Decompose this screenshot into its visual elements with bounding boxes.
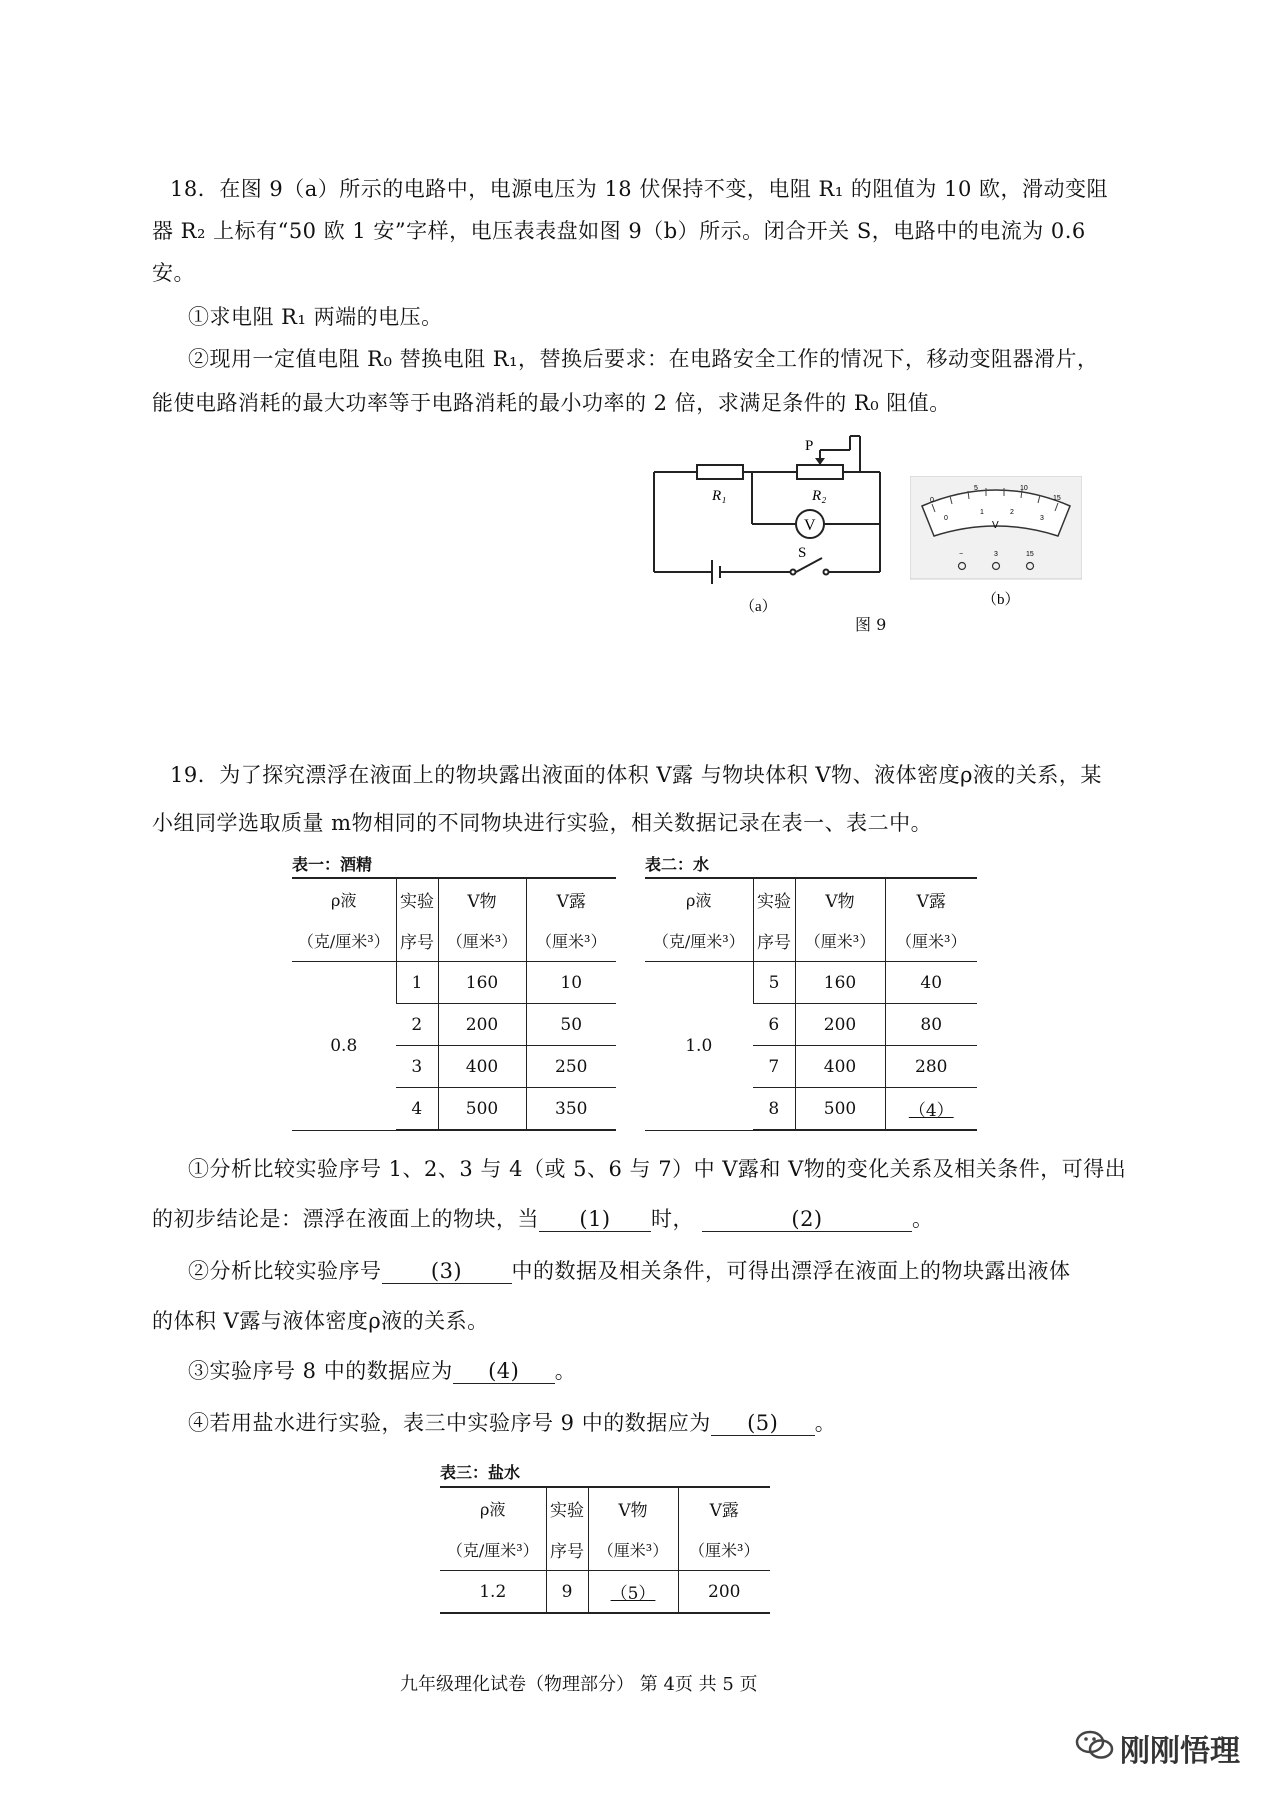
q19-s1b [152, 1204, 934, 1234]
label-r1: R₁ [712, 488, 727, 504]
q19-s2a-end: 中的数据及相关条件，可得出漂浮在液面上的物块露出液体 [511, 1259, 1071, 1283]
t1-h-vobj-unit: （厘米³） [438, 920, 526, 962]
dial-outer-tick-5: 5 [974, 485, 978, 492]
terminal-15: 15 [1026, 551, 1034, 558]
label-p: P [805, 438, 814, 454]
blank-5: (5) [711, 1411, 815, 1436]
dial-inner-tick-3: 3 [1040, 515, 1044, 522]
t1-vobj: 160 [438, 962, 526, 1004]
terminal-minus: − [959, 551, 964, 558]
t1-seq: 3 [396, 1046, 438, 1088]
t1-vobj: 400 [438, 1046, 526, 1088]
dial-unit: V [992, 520, 999, 531]
resistor-r2 [797, 465, 843, 479]
t2-vexp-blank: （4） [885, 1088, 977, 1131]
q18-sub1: ①求电阻 R₁ 两端的电压。 [188, 305, 443, 329]
page-footer: 九年级理化试卷（物理部分） 第 4页 共 5 页 [400, 1674, 758, 1695]
blank-4: (4) [453, 1359, 555, 1384]
q19-s3-pre: ③实验序号 8 中的数据应为 [188, 1359, 453, 1383]
table3-caption: 表三：盐水 [440, 1463, 521, 1482]
q18-sub2a: ②现用一定值电阻 R₀ 替换电阻 R₁，替换后要求：在电路安全工作的情况下，移动变阻器滑片， [188, 347, 1099, 371]
q18-line1: 18．在图 9（a）所示的电路中，电源电压为 18 伏保持不变，电阻 R₁ 的阻值为 10 欧，滑动变阻 [170, 177, 1108, 201]
q19-s2a [188, 1256, 1071, 1286]
dial-inner-tick-0: 0 [944, 515, 948, 522]
t1-vexp: 250 [526, 1046, 616, 1088]
t3-h-vobj: V物 [588, 1487, 678, 1529]
blank-2: (2) [702, 1207, 912, 1232]
t2-h-vobj: V物 [795, 878, 885, 920]
t3-h-vobj-unit: （厘米³） [588, 1529, 678, 1571]
t1-h-seq2: 序号 [396, 920, 438, 962]
q19-line2: 小组同学选取质量 m物相同的不同物块进行实验，相关数据记录在表一、表二中。 [152, 811, 933, 835]
q19-s3 [188, 1356, 576, 1386]
q19-s2b: 的体积 V露与液体密度ρ液的关系。 [152, 1309, 489, 1333]
t1-vobj: 500 [438, 1088, 526, 1131]
t3-vobj-blank: （5） [588, 1571, 678, 1614]
dial-outer-tick-15: 15 [1053, 495, 1061, 502]
q19-s1b-pre: 的初步结论是：漂浮在液面上的物块，当 [152, 1207, 539, 1231]
t2-vexp: 280 [885, 1046, 977, 1088]
t3-vexp: 200 [678, 1571, 770, 1614]
caption-a: （a） [740, 599, 777, 615]
t2-seq: 7 [753, 1046, 795, 1088]
t2-seq: 6 [753, 1004, 795, 1046]
label-s: S [798, 545, 807, 561]
t2-vexp: 80 [885, 1004, 977, 1046]
t1-h-seq1: 实验 [396, 878, 438, 920]
t2-h-rho: ρ液 [645, 878, 753, 920]
t3-h-seq1: 实验 [546, 1487, 588, 1529]
watermark-text: 刚刚悟理 [1120, 1734, 1240, 1769]
t2-rho: 1.0 [645, 962, 753, 1131]
t1-h-vexp: V露 [526, 878, 616, 920]
t1-seq: 4 [396, 1088, 438, 1131]
t1-h-vobj: V物 [438, 878, 526, 920]
t1-vobj: 200 [438, 1004, 526, 1046]
q19-line1: 19．为了探究漂浮在液面上的物块露出液面的体积 V露 与物块体积 V物、液体密度ρ液的关系，某 [170, 763, 1102, 787]
terminal-3: 3 [994, 551, 998, 558]
t2-h-vobj-unit: （厘米³） [795, 920, 885, 962]
t1-vexp: 10 [526, 962, 616, 1004]
t2-h-rho-unit: （克/厘米³） [645, 920, 753, 962]
t1-vexp: 350 [526, 1088, 616, 1131]
q19-s3-end: 。 [554, 1359, 577, 1383]
table2 [645, 877, 977, 1131]
t2-vobj: 200 [795, 1004, 885, 1046]
t3-rho: 1.2 [440, 1571, 546, 1614]
q19-s4 [188, 1408, 836, 1438]
t2-h-seq1: 实验 [753, 878, 795, 920]
table2-caption: 表二：水 [645, 855, 710, 874]
dial-outer-tick-0: 0 [930, 497, 934, 504]
blank-1: (1) [539, 1207, 651, 1232]
q18-line3: 安。 [152, 261, 195, 285]
t2-vobj: 400 [795, 1046, 885, 1088]
t2-vobj: 160 [795, 962, 885, 1004]
t2-seq: 8 [753, 1088, 795, 1131]
t3-h-vexp-unit: （厘米³） [678, 1529, 770, 1571]
t2-h-seq2: 序号 [753, 920, 795, 962]
t3-h-seq2: 序号 [546, 1529, 588, 1571]
t1-h-rho-unit: （克/厘米³） [292, 920, 396, 962]
figure-caption: 图 9 [855, 615, 887, 634]
q19-s4-end: 。 [814, 1411, 837, 1435]
t2-h-vexp: V露 [885, 878, 977, 920]
dial-inner-tick-2: 2 [1010, 509, 1014, 516]
table1 [292, 877, 616, 1131]
t1-h-vexp-unit: （厘米³） [526, 920, 616, 962]
q18-sub2b: 能使电路消耗的最大功率等于电路消耗的最小功率的 2 倍，求满足条件的 R₀ 阻值。 [152, 391, 951, 415]
t1-seq: 1 [396, 962, 438, 1004]
q19-s4-pre: ④若用盐水进行实验，表三中实验序号 9 中的数据应为 [188, 1411, 711, 1435]
dial-inner-tick-1: 1 [980, 509, 984, 516]
blank-3: (3) [382, 1259, 512, 1284]
caption-b: （b） [982, 592, 1020, 608]
table3 [440, 1486, 770, 1614]
dial-outer-tick-10: 10 [1020, 485, 1028, 492]
resistor-r1 [697, 465, 743, 479]
t2-vobj: 500 [795, 1088, 885, 1131]
t3-h-rho: ρ液 [440, 1487, 546, 1529]
q18-line2: 器 R₂ 上标有“50 欧 1 安”字样，电压表表盘如图 9（b）所示。闭合开关 S，电路中的电流为 0.6 [152, 219, 1086, 243]
wechat-icon [1075, 1728, 1115, 1766]
t2-seq: 5 [753, 962, 795, 1004]
q19-s2a-pre: ②分析比较实验序号 [188, 1259, 382, 1283]
t2-h-vexp-unit: （厘米³） [885, 920, 977, 962]
t2-vexp: 40 [885, 962, 977, 1004]
t1-rho: 0.8 [292, 962, 396, 1131]
q19-s1b-mid: 时， [651, 1207, 694, 1231]
label-r2: R₂ [812, 488, 827, 504]
voltmeter-dial [910, 476, 1082, 616]
table1-caption: 表一：酒精 [292, 855, 373, 874]
t3-h-vexp: V露 [678, 1487, 770, 1529]
circuit-diagram [640, 430, 910, 620]
t3-seq: 9 [546, 1571, 588, 1614]
label-v: V [804, 517, 816, 534]
t1-seq: 2 [396, 1004, 438, 1046]
t1-h-rho: ρ液 [292, 878, 396, 920]
q19-s1b-end: 。 [912, 1207, 934, 1231]
t1-vexp: 50 [526, 1004, 616, 1046]
q19-s1a: ①分析比较实验序号 1、2、3 与 4（或 5、6 与 7）中 V露和 V物的变化关系及相关条件，可得出 [188, 1157, 1127, 1181]
t3-h-rho-unit: （克/厘米³） [440, 1529, 546, 1571]
